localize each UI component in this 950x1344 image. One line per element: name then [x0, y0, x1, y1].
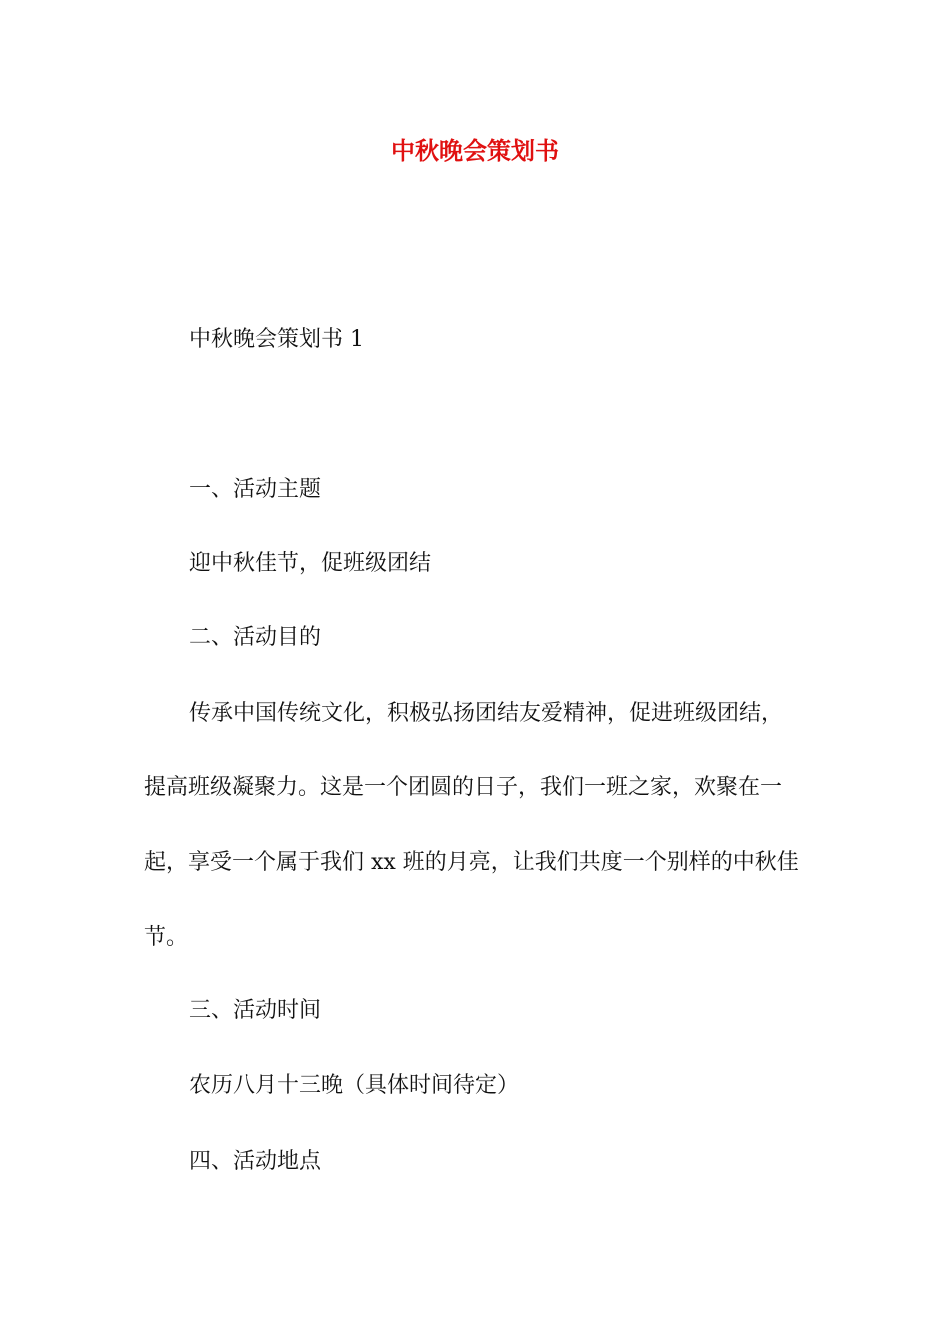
paragraph-line: 起，享受一个属于我们 xx 班的月亮，让我们共度一个别样的中秋佳 — [144, 850, 799, 875]
paragraph-line: 农历八月十三晚（具体时间待定） — [189, 1073, 520, 1098]
paragraph-line: 传承中国传统文化，积极弘扬团结友爱精神，促进班级团结， — [189, 701, 784, 726]
paragraph-line: 提高班级凝聚力。这是一个团圆的日子，我们一班之家，欢聚在一 — [144, 775, 783, 800]
paragraph-line: 迎中秋佳节，促班级团结 — [189, 551, 432, 576]
paragraph-line: 节。 — [144, 925, 189, 950]
document-title: 中秋晚会策划书 — [391, 136, 559, 165]
section-heading: 四、活动地点 — [189, 1149, 322, 1174]
section-heading: 二、活动目的 — [189, 625, 322, 650]
section-heading: 三、活动时间 — [189, 998, 322, 1023]
section-heading: 一、活动主题 — [189, 477, 322, 502]
section-heading: 中秋晚会策划书 1 — [189, 327, 364, 352]
